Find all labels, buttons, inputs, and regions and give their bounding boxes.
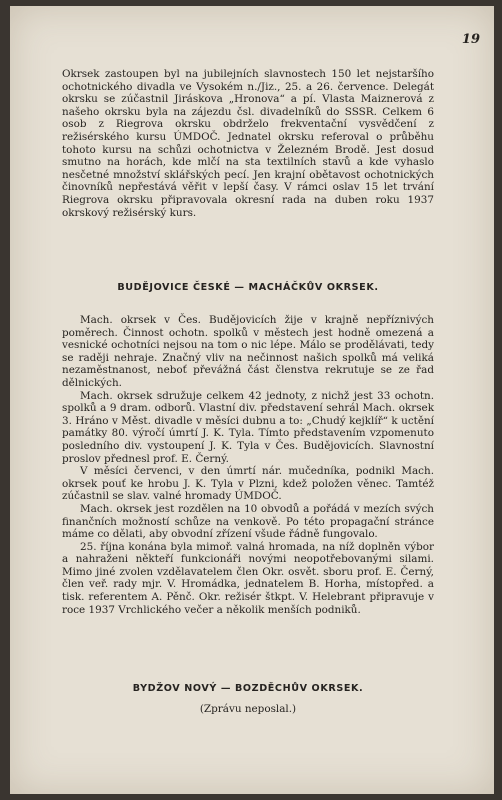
section-3-heading: BYDŽOV NOVÝ — BOZDĚCHŮV OKRSEK. (132, 683, 364, 694)
document-page (10, 6, 494, 794)
section-2-text (62, 314, 434, 616)
page-number: 19 (461, 32, 480, 47)
section-2-heading: BUDĚJOVICE ČESKÉ — MACHÁČKŮV OKRSEK. (117, 282, 379, 293)
paragraph: 25. října konána byla mimoř. valná hromada, na níž doplněn výbor a nahraženi někteří funkcionáři novými neopotřebovanými silami. Mimo jiné zvolen vzdělavatelem člen Okr. osvět. sboru prof. E. Černý, člen veř. rady mjr. V. Hromádka, jednatelem B. Horha, místopřed. a tisk. referentem A. Pěnč. Okr. režisér štkpt. V. Helebrant připravuje v roce 1937 Vrchlického večer a několik menších podniků. (62, 540, 434, 616)
paragraph: V měsíci červenci, v den úmrtí nár. mučedníka, podnikl Mach. okrsek pouť ke hrobu J. K. Tyla v Plzni, kdež položen věnec. Tamtéž zúčastnil se slav. valné hromady ÚMDOČ. (62, 465, 434, 503)
section-1-text (62, 68, 434, 219)
section-3-note: (Zprávu neposlal.) (199, 703, 297, 715)
paragraph: Mach. okrsek sdružuje celkem 42 jednoty, z nichž jest 33 ochotn. spolků a 9 dram. odborů. Vlastní div. představení sehrál Mach. okrsek 3. Hráno v Měst. divadle v měsíci dubnu a to: „Chudý kejklíř“ k uctění památky 80. výročí úmrtí J. K. Tyla. Tímto představením vzpomenuto posledního div. vystoupení J. K. Tyla v Čes. Budějovicích. Slavnostní proslov přednesl prof. E. Černý. (62, 389, 434, 465)
paragraph: Okrsek zastoupen byl na jubilejních slavnostech 150 let nejstaršího ochotnického divadla ve Vysokém n./Jiz., 25. a 26. července. Delegát okrsku se zúčastnil Jiráskova „Hronova“ a pí. Vlasta Maiznerová z našeho okrsku byla na zájezdu čsl. divadelníků do SSSR. Celkem 6 osob z Riegrova okrsku obdrželo frekventační vysvědčení z režisérského kursu ÚMDOČ. Jednatel okrsku referoval o průběhu tohoto kursu na schůzi ochotnictva v Železném Brodě. Jest dosud smutno na horách, kde mlčí na sta textilních stavů a kde vyhaslo nesčetné množství sklářských pecí. Jen krajní obětavost ochotnických činovníků nepřestává věřit v lepší časy. V rámci oslav 15 let trvání Riegrova okrsku připravovala okresní rada na duben roku 1937 okrskový režisérský kurs. (62, 68, 434, 219)
paragraph: Mach. okrsek v Čes. Budějovicích žije v krajně nepříznivých poměrech. Činnost ochotn. spolků v městech jest hodně omezená a vesnické ochotníci nejsou na tom o nic lépe. Málo se prodělávati, tedy se raději nehraje. Značný vliv na nečinnost našich spolků má veliká nezaměstnanost, neboť převážná část členstva rekrutuje se ze řad dělnických. (62, 314, 434, 389)
paragraph: Mach. okrsek jest rozdělen na 10 obvodů a pořádá v mezích svých finančních možností schůze na venkově. Po této propagační stránce máme co dělati, aby obvodní zřízení všude řádně fungovalo. (62, 502, 434, 541)
